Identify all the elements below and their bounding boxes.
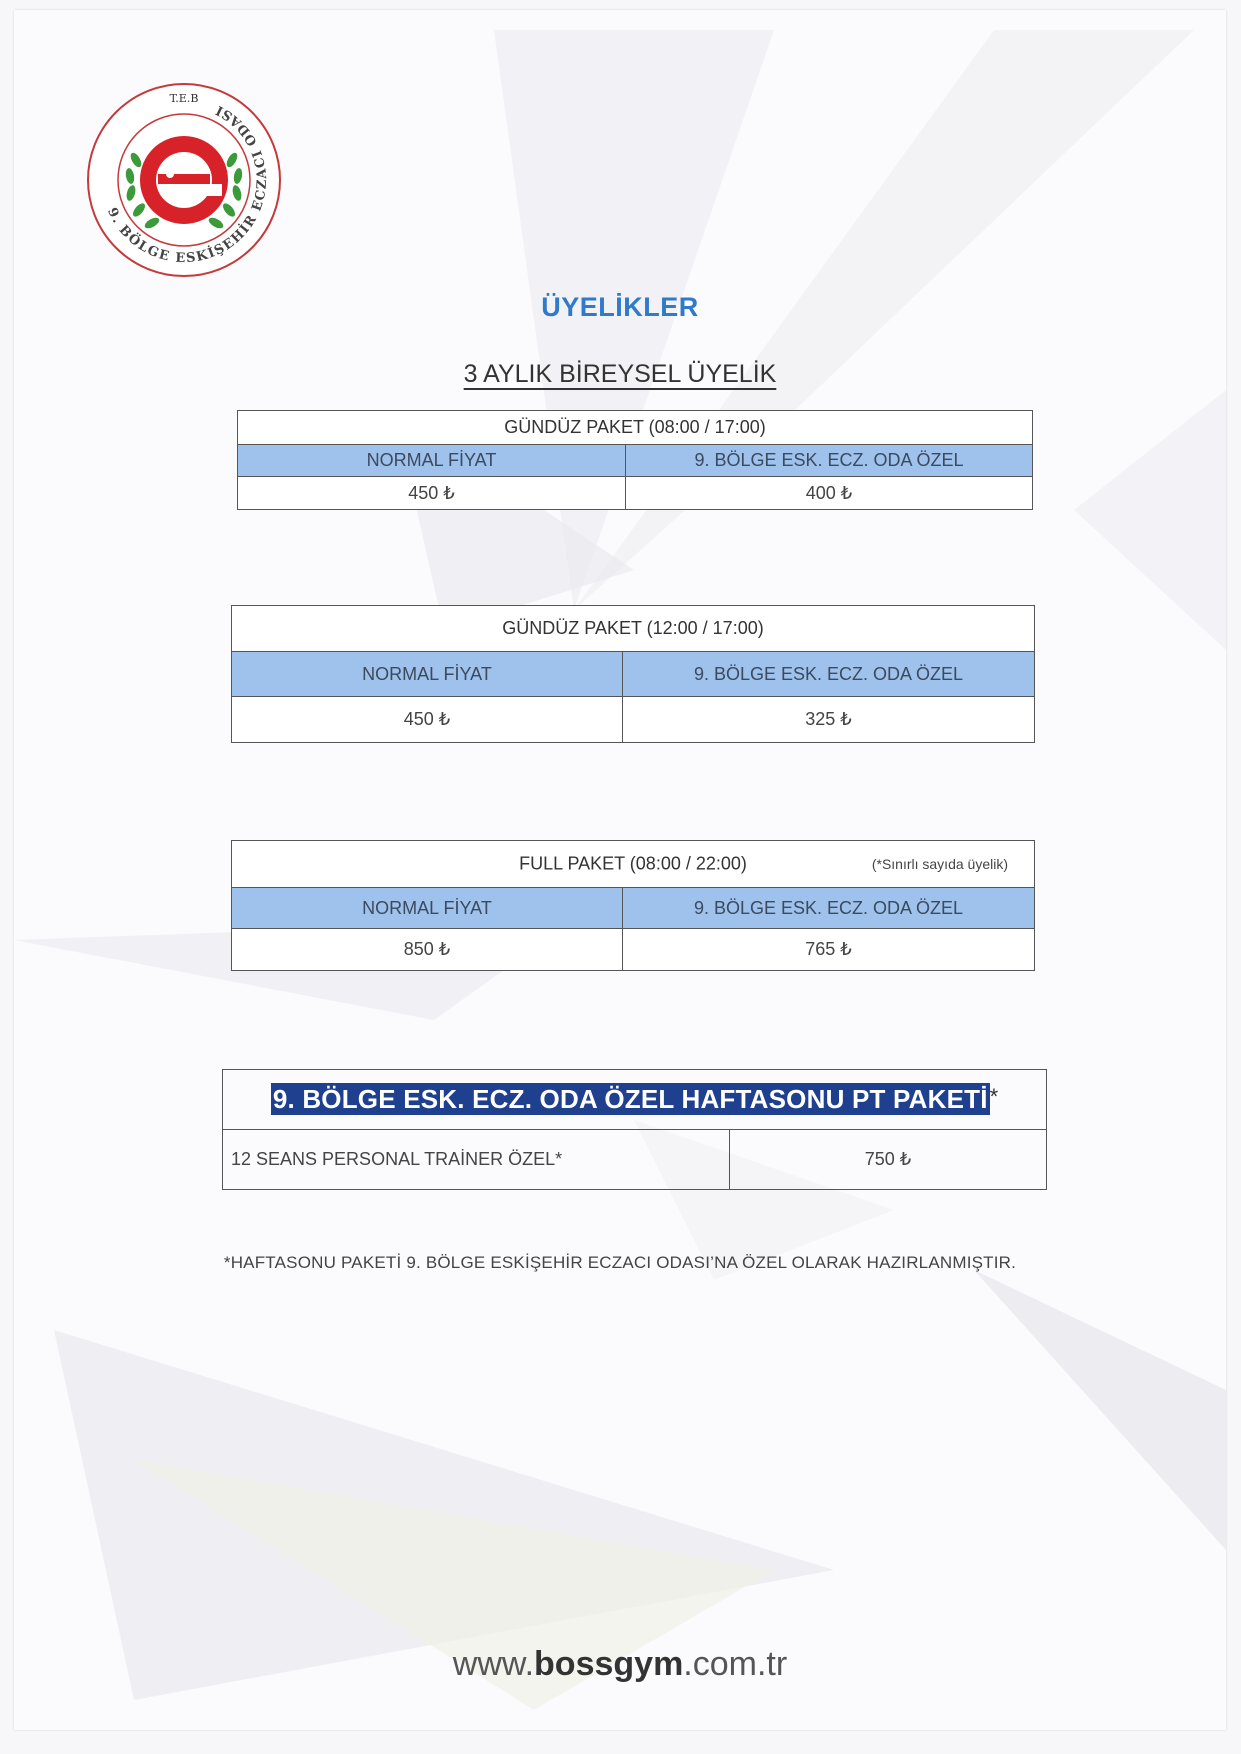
url-brand: bossgym	[534, 1645, 684, 1683]
chamber-price-label: 9. BÖLGE ESK. ECZ. ODA ÖZEL	[623, 888, 1035, 929]
chamber-price-value: 765 ₺	[623, 929, 1035, 971]
package-table-1	[237, 410, 1033, 510]
chamber-price-label: 9. BÖLGE ESK. ECZ. ODA ÖZEL	[623, 652, 1035, 697]
package-table-3	[231, 840, 1035, 971]
normal-price-value: 450 ₺	[238, 477, 626, 510]
package-header: FULL PAKET (08:00 / 22:00)	[519, 853, 747, 874]
normal-price-value: 850 ₺	[232, 929, 623, 971]
pt-session-price: 750 ₺	[730, 1130, 1047, 1190]
document-page	[14, 10, 1226, 1730]
pt-package-asterisk: *	[989, 1084, 999, 1109]
chamber-price-value: 400 ₺	[626, 477, 1033, 510]
chamber-price-label: 9. BÖLGE ESK. ECZ. ODA ÖZEL	[626, 445, 1033, 477]
pt-session-label: 12 SEANS PERSONAL TRAİNER ÖZEL*	[223, 1130, 730, 1190]
normal-price-label: NORMAL FİYAT	[232, 888, 623, 929]
package-header: GÜNDÜZ PAKET (08:00 / 17:00)	[238, 411, 1033, 445]
normal-price-label: NORMAL FİYAT	[232, 652, 623, 697]
pt-package-table	[222, 1069, 1047, 1190]
package-header-cell	[232, 841, 1035, 888]
normal-price-label: NORMAL FİYAT	[238, 445, 626, 477]
package-header: GÜNDÜZ PAKET (12:00 / 17:00)	[232, 606, 1035, 652]
pt-package-title: 9. BÖLGE ESK. ECZ. ODA ÖZEL HAFTASONU PT PAKETİ	[272, 1084, 988, 1114]
normal-price-value: 450 ₺	[232, 697, 623, 743]
page-subtitle: 3 AYLIK BİREYSEL ÜYELİK	[463, 360, 777, 388]
url-prefix: www.	[452, 1645, 535, 1683]
weekend-package-footnote: *HAFTASONU PAKETİ 9. BÖLGE ESKİŞEHİR ECZACI ODASI’NA ÖZEL OLARAK HAZIRLANMIŞTIR.	[223, 1253, 1017, 1272]
pt-package-header	[223, 1070, 1047, 1130]
limited-membership-note: (*Sınırlı sayıda üyelik)	[871, 856, 1008, 872]
svg-text:9. BÖLGE ESKİŞEHİR ECZACI ODAS: 9. BÖLGE ESKİŞEHİR ECZACI ODASI	[103, 101, 271, 267]
page-title: ÜYELİKLER	[541, 292, 699, 322]
teb-chamber-logo-icon	[84, 80, 284, 280]
footer-website-link[interactable]	[14, 1645, 1226, 1684]
chamber-price-value: 325 ₺	[623, 697, 1035, 743]
package-table-2	[231, 605, 1035, 743]
svg-text:T.E.B: T.E.B	[169, 92, 199, 105]
url-suffix: .com.tr	[683, 1645, 788, 1683]
